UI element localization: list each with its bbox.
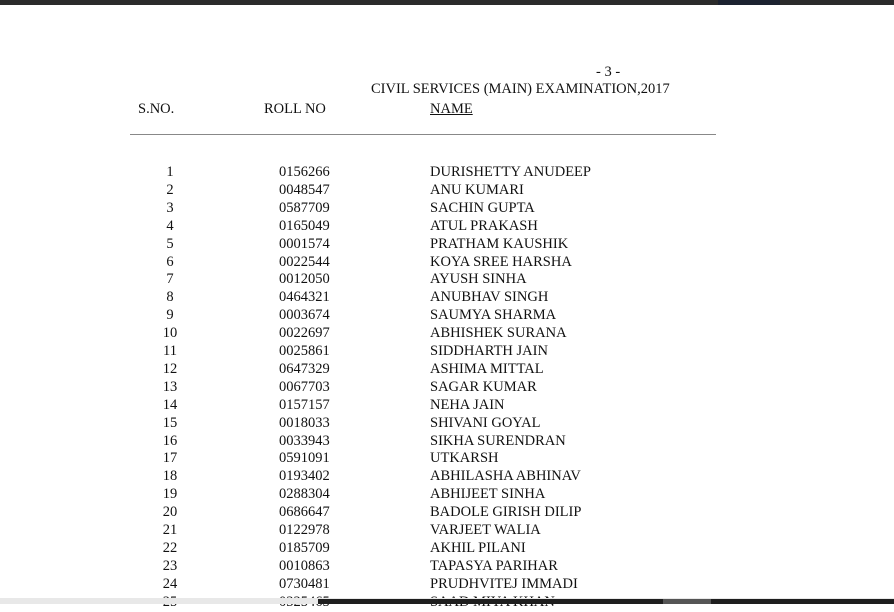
row-roll-no: 0012050 — [279, 271, 330, 288]
row-sno: 12 — [162, 360, 178, 377]
row-sno: 3 — [166, 199, 174, 216]
row-name: ANU KUMARI — [430, 181, 524, 198]
row-sno: 22 — [162, 539, 178, 556]
row-roll-no: 0686647 — [279, 504, 330, 521]
row-name: KOYA SREE HARSHA — [430, 253, 572, 270]
row-roll-no: 0185709 — [279, 539, 330, 556]
row-sno: 10 — [162, 325, 178, 342]
column-header-roll: ROLL NO — [264, 101, 326, 117]
row-roll-no: 0156266 — [279, 164, 330, 180]
row-roll-no: 0033943 — [279, 432, 330, 449]
row-sno: 13 — [162, 378, 178, 395]
row-roll-no: 0003674 — [279, 307, 330, 324]
row-sno: 5 — [166, 235, 174, 252]
row-roll-no: 0165049 — [279, 217, 330, 234]
row-sno: 4 — [166, 217, 174, 234]
scrollbar-thumb[interactable] — [663, 599, 711, 604]
row-name: NEHA JAIN — [430, 396, 505, 413]
row-roll-no: 0730481 — [279, 575, 330, 592]
row-sno: 11 — [163, 343, 177, 359]
row-name: ABHISHEK SURANA — [430, 325, 567, 342]
row-roll-no: 0067703 — [279, 378, 330, 395]
row-roll-no: 0647329 — [279, 360, 330, 377]
row-name: SIDDHARTH JAIN — [430, 343, 548, 359]
row-name: TAPASYA PARIHAR — [430, 557, 558, 574]
header-divider — [130, 134, 716, 135]
row-sno: 20 — [162, 504, 178, 521]
row-sno: 24 — [162, 575, 178, 592]
row-sno: 16 — [162, 432, 178, 449]
viewer-top-bar-segment — [718, 0, 780, 5]
row-sno: 7 — [166, 271, 174, 288]
row-roll-no: 0022544 — [279, 253, 330, 270]
viewer-top-bar — [0, 0, 894, 5]
row-roll-no: 0022697 — [279, 325, 330, 342]
row-name: VARJEET WALIA — [430, 522, 541, 538]
row-roll-no: 0193402 — [279, 468, 330, 485]
row-name: ABHILASHA ABHINAV — [430, 468, 581, 485]
row-name: ABHIJEET SINHA — [430, 486, 546, 503]
row-sno: 21 — [162, 522, 178, 538]
row-name: BADOLE GIRISH DILIP — [430, 504, 582, 521]
row-roll-no: 0001574 — [279, 235, 330, 252]
row-roll-no: 0587709 — [279, 199, 330, 216]
row-sno: 19 — [162, 486, 178, 503]
row-sno: 23 — [162, 557, 178, 574]
row-name: AKHIL PILANI — [430, 539, 526, 556]
row-roll-no: 0048547 — [279, 181, 330, 198]
row-name: SIKHA SURENDRAN — [430, 432, 566, 449]
row-sno: 18 — [162, 468, 178, 485]
exam-title: CIVIL SERVICES (MAIN) EXAMINATION,2017 — [371, 81, 670, 97]
row-name: UTKARSH — [430, 450, 499, 467]
row-name: PRUDHVITEJ IMMADI — [430, 575, 578, 592]
row-name: SAUMYA SHARMA — [430, 307, 557, 324]
row-roll-no: 0122978 — [279, 522, 330, 538]
row-name: SAGAR KUMAR — [430, 378, 537, 395]
row-roll-no: 0010863 — [279, 557, 330, 574]
row-name: AYUSH SINHA — [430, 271, 527, 288]
row-name: ASHIMA MITTAL — [430, 360, 544, 377]
row-name: PRATHAM KAUSHIK — [430, 235, 569, 252]
row-name: DURISHETTY ANUDEEP — [430, 164, 591, 180]
row-roll-no: 0288304 — [279, 486, 330, 503]
column-header-name: NAME — [430, 101, 473, 117]
row-roll-no: 0464321 — [279, 289, 330, 306]
row-sno: 17 — [162, 450, 178, 467]
row-name: ANUBHAV SINGH — [430, 289, 549, 306]
row-sno: 2 — [166, 181, 174, 198]
row-roll-no: 0025861 — [279, 343, 330, 359]
row-sno: 14 — [162, 396, 178, 413]
row-sno: 8 — [166, 289, 174, 306]
row-roll-no: 0018033 — [279, 414, 330, 431]
row-sno: 1 — [166, 164, 174, 180]
page-number: - 3 - — [596, 64, 621, 80]
row-roll-no: 0591091 — [279, 450, 330, 467]
row-roll-no: 0157157 — [279, 396, 330, 413]
column-header-sno: S.NO. — [138, 101, 175, 117]
row-sno: 6 — [166, 253, 174, 270]
row-sno: 15 — [162, 414, 178, 431]
row-name: SACHIN GUPTA — [430, 199, 535, 216]
row-name: SHIVANI GOYAL — [430, 414, 541, 431]
row-sno: 9 — [166, 307, 174, 324]
horizontal-scrollbar[interactable] — [318, 599, 894, 604]
row-name: ATUL PRAKASH — [430, 217, 538, 234]
